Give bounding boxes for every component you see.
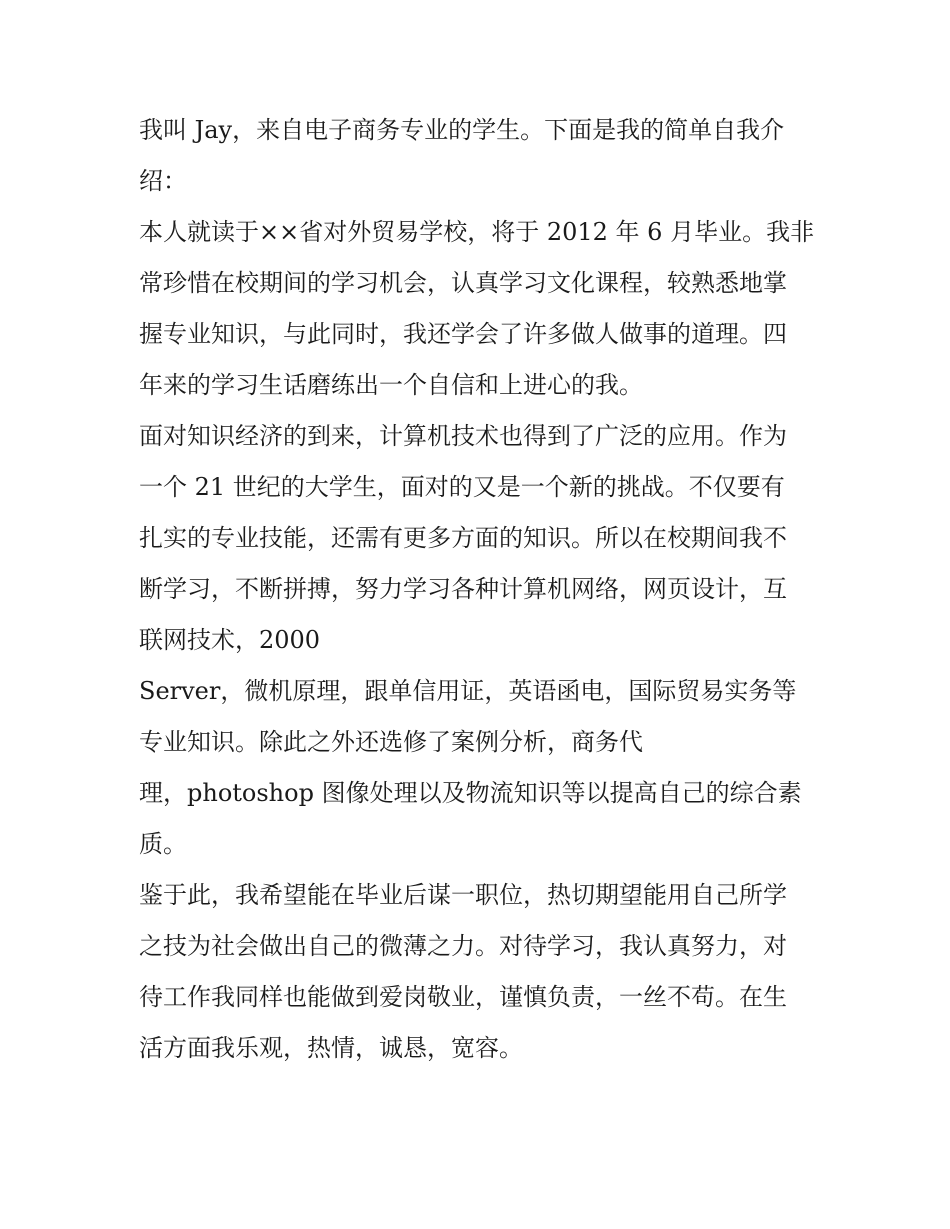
paragraph-education: [139, 207, 815, 411]
text-line: 之技为社会做出自己的微薄之力。对待学习，我认真努力，对: [139, 932, 787, 960]
text-line: 鉴于此，我希望能在毕业后谋一职位，热切期望能用自己所学: [139, 881, 787, 909]
text-line: 本人就读于××省对外贸易学校，将于 2012 年 6 月毕业。我非: [139, 218, 815, 246]
text-line: 常珍惜在校期间的学习机会，认真学习文化课程，较熟悉地掌: [139, 269, 787, 297]
text-line: Server，微机原理，跟单信用证，英语函电，国际贸易实务等: [139, 677, 797, 705]
text-line: 理，photoshop 图像处理以及物流知识等以提高自己的综合素: [139, 779, 802, 807]
paragraph-skills: [139, 411, 815, 666]
text-line: 专业知识。除此之外还选修了案例分析，商务代: [139, 728, 643, 756]
text-line: 握专业知识，与此同时，我还学会了许多做人做事的道理。四: [139, 320, 787, 348]
document-body: [139, 105, 815, 1074]
text-line: 联网技术，2000: [139, 626, 321, 654]
text-line: 活方面我乐观，热情，诚恳，宽容。: [139, 1034, 523, 1062]
text-line: 面对知识经济的到来，计算机技术也得到了广泛的应用。作为: [139, 422, 787, 450]
text-line: 质。: [139, 830, 187, 858]
text-line: 扎实的专业技能，还需有更多方面的知识。所以在校期间我不: [139, 524, 787, 552]
paragraph-courses: [139, 666, 815, 768]
paragraph-electives: [139, 768, 815, 870]
text-line: 一个 21 世纪的大学生，面对的又是一个新的挑战。不仅要有: [139, 473, 785, 501]
text-line: 年来的学习生话磨练出一个自信和上进心的我。: [139, 371, 643, 399]
text-line: 待工作我同样也能做到爱岗敬业，谨慎负责，一丝不苟。在生: [139, 983, 787, 1011]
text-line: 断学习，不断拼搏，努力学习各种计算机网络，网页设计，互: [139, 575, 787, 603]
paragraph-conclusion: [139, 870, 815, 1074]
text-line: 绍：: [139, 167, 187, 195]
text-line: 我叫 Jay，来自电子商务专业的学生。下面是我的简单自我介: [139, 116, 785, 144]
paragraph-intro: [139, 105, 815, 207]
